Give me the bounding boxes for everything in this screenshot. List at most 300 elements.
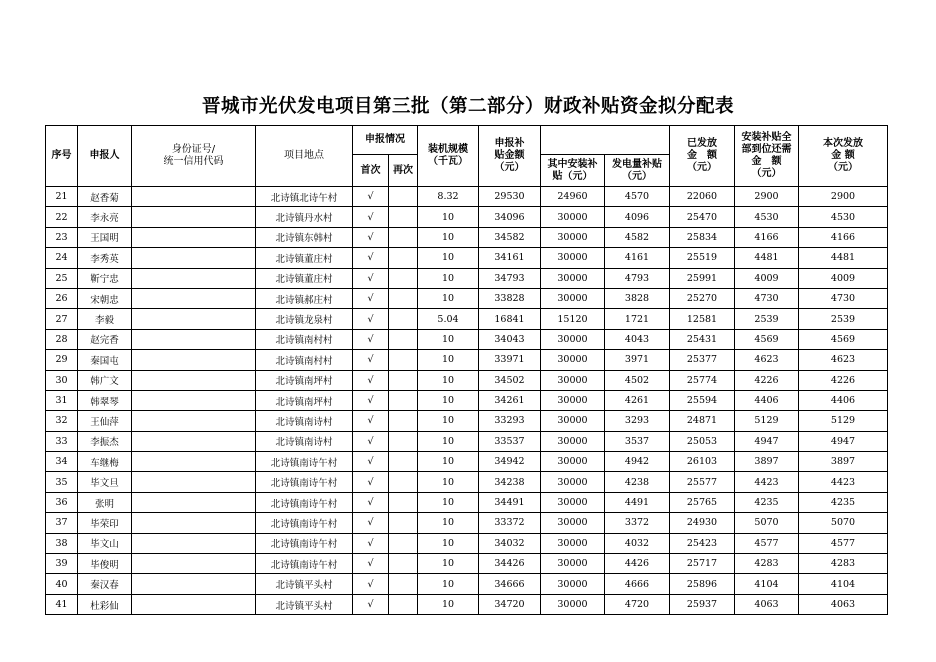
power-cell: 4043 xyxy=(605,329,670,349)
location-cell: 北诗镇平头村 xyxy=(256,594,353,614)
seq-cell: 34 xyxy=(46,452,78,472)
power-cell: 4261 xyxy=(605,390,670,410)
header-install: 其中安装补 贴（元） xyxy=(541,155,605,187)
need-cell: 4730 xyxy=(735,288,799,308)
install-cell: 30000 xyxy=(541,472,605,492)
install-cell: 30000 xyxy=(541,390,605,410)
need-cell: 3897 xyxy=(735,452,799,472)
header-id: 身份证号/ 统一信用代码 xyxy=(132,126,256,187)
table-row xyxy=(46,594,888,614)
power-cell: 3293 xyxy=(605,411,670,431)
seq-cell: 37 xyxy=(46,513,78,533)
power-cell: 4096 xyxy=(605,207,670,227)
paid-cell: 25991 xyxy=(670,268,735,288)
paid-cell: 25717 xyxy=(670,554,735,574)
applicant-cell: 李秀英 xyxy=(78,248,132,268)
power-cell: 4161 xyxy=(605,248,670,268)
need-cell: 4104 xyxy=(735,574,799,594)
power-cell: 4491 xyxy=(605,492,670,512)
table-row xyxy=(46,248,888,268)
seq-cell: 38 xyxy=(46,533,78,553)
again-cell xyxy=(389,452,418,472)
install-cell: 30000 xyxy=(541,248,605,268)
seq-cell: 30 xyxy=(46,370,78,390)
location-cell: 北诗镇龙泉村 xyxy=(256,309,353,329)
location-cell: 北诗镇南诗午村 xyxy=(256,513,353,533)
paid-cell: 12581 xyxy=(670,309,735,329)
subsidy-cell: 33293 xyxy=(479,411,541,431)
location-cell: 北诗镇南诗午村 xyxy=(256,492,353,512)
table-body xyxy=(46,187,888,615)
install-cell: 30000 xyxy=(541,513,605,533)
applicant-cell: 韩翠琴 xyxy=(78,390,132,410)
install-cell: 30000 xyxy=(541,492,605,512)
table-row xyxy=(46,350,888,370)
again-cell xyxy=(389,288,418,308)
id-cell xyxy=(132,492,256,512)
subsidy-cell: 33372 xyxy=(479,513,541,533)
applicant-cell: 靳宁忠 xyxy=(78,268,132,288)
header-again: 再次 xyxy=(389,155,418,187)
location-cell: 北诗镇南村村 xyxy=(256,329,353,349)
power-cell: 3372 xyxy=(605,513,670,533)
paid-cell: 25765 xyxy=(670,492,735,512)
header-first: 首次 xyxy=(353,155,389,187)
capacity-cell: 10 xyxy=(418,248,479,268)
subsidy-cell: 33537 xyxy=(479,431,541,451)
first-cell: √ xyxy=(353,187,389,207)
paid-cell: 22060 xyxy=(670,187,735,207)
header-power: 发电量补贴 （元） xyxy=(605,155,670,187)
again-cell xyxy=(389,268,418,288)
applicant-cell: 赵完香 xyxy=(78,329,132,349)
table-row xyxy=(46,513,888,533)
table-row xyxy=(46,370,888,390)
again-cell xyxy=(389,411,418,431)
need-cell: 4947 xyxy=(735,431,799,451)
install-cell: 30000 xyxy=(541,411,605,431)
applicant-cell: 宋朝忠 xyxy=(78,288,132,308)
capacity-cell: 10 xyxy=(418,452,479,472)
first-cell: √ xyxy=(353,370,389,390)
seq-cell: 21 xyxy=(46,187,78,207)
again-cell xyxy=(389,248,418,268)
power-cell: 3537 xyxy=(605,431,670,451)
location-cell: 北诗镇东韩村 xyxy=(256,227,353,247)
table-row xyxy=(46,268,888,288)
install-cell: 15120 xyxy=(541,309,605,329)
power-cell: 4942 xyxy=(605,452,670,472)
capacity-cell: 10 xyxy=(418,472,479,492)
need-cell: 4226 xyxy=(735,370,799,390)
seq-cell: 41 xyxy=(46,594,78,614)
id-cell xyxy=(132,431,256,451)
location-cell: 北诗镇南诗午村 xyxy=(256,554,353,574)
applicant-cell: 秦汉春 xyxy=(78,574,132,594)
subsidy-cell: 34720 xyxy=(479,594,541,614)
first-cell: √ xyxy=(353,452,389,472)
power-cell: 3971 xyxy=(605,350,670,370)
again-cell xyxy=(389,309,418,329)
again-cell xyxy=(389,227,418,247)
header-paid: 已发放 金 额 （元） xyxy=(670,126,735,187)
id-cell xyxy=(132,288,256,308)
applicant-cell: 毕荣印 xyxy=(78,513,132,533)
id-cell xyxy=(132,554,256,574)
again-cell xyxy=(389,390,418,410)
install-cell: 30000 xyxy=(541,574,605,594)
power-cell: 4666 xyxy=(605,574,670,594)
seq-cell: 33 xyxy=(46,431,78,451)
first-cell: √ xyxy=(353,309,389,329)
first-cell: √ xyxy=(353,288,389,308)
capacity-cell: 10 xyxy=(418,492,479,512)
install-cell: 30000 xyxy=(541,452,605,472)
seq-cell: 32 xyxy=(46,411,78,431)
again-cell xyxy=(389,350,418,370)
table-row xyxy=(46,227,888,247)
location-cell: 北诗镇南诗村 xyxy=(256,411,353,431)
current-cell: 4166 xyxy=(799,227,888,247)
seq-cell: 24 xyxy=(46,248,78,268)
first-cell: √ xyxy=(353,268,389,288)
again-cell xyxy=(389,207,418,227)
power-cell: 4570 xyxy=(605,187,670,207)
current-cell: 3897 xyxy=(799,452,888,472)
power-cell: 4793 xyxy=(605,268,670,288)
paid-cell: 26103 xyxy=(670,452,735,472)
table-row xyxy=(46,207,888,227)
need-cell: 4423 xyxy=(735,472,799,492)
again-cell xyxy=(389,492,418,512)
id-cell xyxy=(132,309,256,329)
subsidy-cell: 34032 xyxy=(479,533,541,553)
header-declare: 申报情况 xyxy=(353,126,418,155)
paid-cell: 25577 xyxy=(670,472,735,492)
subsidy-cell: 34043 xyxy=(479,329,541,349)
first-cell: √ xyxy=(353,248,389,268)
seq-cell: 39 xyxy=(46,554,78,574)
seq-cell: 31 xyxy=(46,390,78,410)
header-location: 项目地点 xyxy=(256,126,353,187)
need-cell: 4063 xyxy=(735,594,799,614)
location-cell: 北诗镇南坪村 xyxy=(256,370,353,390)
paid-cell: 25470 xyxy=(670,207,735,227)
subsidy-cell: 34793 xyxy=(479,268,541,288)
capacity-cell: 10 xyxy=(418,411,479,431)
need-cell: 5129 xyxy=(735,411,799,431)
paid-cell: 25774 xyxy=(670,370,735,390)
location-cell: 北诗镇南诗午村 xyxy=(256,533,353,553)
again-cell xyxy=(389,329,418,349)
capacity-cell: 10 xyxy=(418,207,479,227)
need-cell: 4235 xyxy=(735,492,799,512)
capacity-cell: 10 xyxy=(418,574,479,594)
need-cell: 2539 xyxy=(735,309,799,329)
id-cell xyxy=(132,268,256,288)
header-subsidy: 申报补 贴金额 （元） xyxy=(479,126,541,187)
power-cell: 4238 xyxy=(605,472,670,492)
power-cell: 4426 xyxy=(605,554,670,574)
again-cell xyxy=(389,370,418,390)
install-cell: 30000 xyxy=(541,227,605,247)
applicant-cell: 张明 xyxy=(78,492,132,512)
subsidy-cell: 34238 xyxy=(479,472,541,492)
capacity-cell: 10 xyxy=(418,268,479,288)
table-row xyxy=(46,452,888,472)
subsidy-cell: 34426 xyxy=(479,554,541,574)
subsidy-cell: 34491 xyxy=(479,492,541,512)
seq-cell: 26 xyxy=(46,288,78,308)
capacity-cell: 10 xyxy=(418,554,479,574)
applicant-cell: 王仙萍 xyxy=(78,411,132,431)
need-cell: 4577 xyxy=(735,533,799,553)
paid-cell: 25270 xyxy=(670,288,735,308)
location-cell: 北诗镇平头村 xyxy=(256,574,353,594)
table-row xyxy=(46,187,888,207)
paid-cell: 25377 xyxy=(670,350,735,370)
subsidy-cell: 33828 xyxy=(479,288,541,308)
need-cell: 4623 xyxy=(735,350,799,370)
header-seq: 序号 xyxy=(46,126,78,187)
table-row xyxy=(46,472,888,492)
location-cell: 北诗镇丹水村 xyxy=(256,207,353,227)
header-subsidy-breakdown xyxy=(541,126,670,155)
first-cell: √ xyxy=(353,390,389,410)
need-cell: 4569 xyxy=(735,329,799,349)
subsidy-cell: 34666 xyxy=(479,574,541,594)
paid-cell: 25937 xyxy=(670,594,735,614)
need-cell: 4166 xyxy=(735,227,799,247)
paid-cell: 25423 xyxy=(670,533,735,553)
again-cell xyxy=(389,574,418,594)
first-cell: √ xyxy=(353,594,389,614)
need-cell: 4406 xyxy=(735,390,799,410)
power-cell: 3828 xyxy=(605,288,670,308)
table-row xyxy=(46,574,888,594)
install-cell: 30000 xyxy=(541,207,605,227)
first-cell: √ xyxy=(353,554,389,574)
table-row xyxy=(46,431,888,451)
seq-cell: 40 xyxy=(46,574,78,594)
current-cell: 5129 xyxy=(799,411,888,431)
current-cell: 4947 xyxy=(799,431,888,451)
paid-cell: 25896 xyxy=(670,574,735,594)
applicant-cell: 毕俊明 xyxy=(78,554,132,574)
capacity-cell: 10 xyxy=(418,533,479,553)
applicant-cell: 车继梅 xyxy=(78,452,132,472)
need-cell: 2900 xyxy=(735,187,799,207)
paid-cell: 24871 xyxy=(670,411,735,431)
paid-cell: 25053 xyxy=(670,431,735,451)
id-cell xyxy=(132,248,256,268)
again-cell xyxy=(389,187,418,207)
current-cell: 4063 xyxy=(799,594,888,614)
first-cell: √ xyxy=(353,472,389,492)
table-row xyxy=(46,492,888,512)
id-cell xyxy=(132,594,256,614)
location-cell: 北诗镇董庄村 xyxy=(256,268,353,288)
location-cell: 北诗镇郝庄村 xyxy=(256,288,353,308)
need-cell: 4530 xyxy=(735,207,799,227)
applicant-cell: 李永亮 xyxy=(78,207,132,227)
power-cell: 1721 xyxy=(605,309,670,329)
install-cell: 30000 xyxy=(541,370,605,390)
capacity-cell: 10 xyxy=(418,350,479,370)
location-cell: 北诗镇南村村 xyxy=(256,350,353,370)
install-cell: 30000 xyxy=(541,329,605,349)
current-cell: 4530 xyxy=(799,207,888,227)
current-cell: 4481 xyxy=(799,248,888,268)
location-cell: 北诗镇董庄村 xyxy=(256,248,353,268)
applicant-cell: 李振杰 xyxy=(78,431,132,451)
subsidy-cell: 34096 xyxy=(479,207,541,227)
header-applicant: 申报人 xyxy=(78,126,132,187)
applicant-cell: 李毅 xyxy=(78,309,132,329)
install-cell: 30000 xyxy=(541,350,605,370)
capacity-cell: 10 xyxy=(418,227,479,247)
paid-cell: 25594 xyxy=(670,390,735,410)
current-cell: 4283 xyxy=(799,554,888,574)
power-cell: 4720 xyxy=(605,594,670,614)
first-cell: √ xyxy=(353,513,389,533)
current-cell: 4623 xyxy=(799,350,888,370)
id-cell xyxy=(132,411,256,431)
first-cell: √ xyxy=(353,411,389,431)
id-cell xyxy=(132,329,256,349)
current-cell: 4423 xyxy=(799,472,888,492)
power-cell: 4502 xyxy=(605,370,670,390)
first-cell: √ xyxy=(353,574,389,594)
current-cell: 4569 xyxy=(799,329,888,349)
id-cell xyxy=(132,350,256,370)
first-cell: √ xyxy=(353,533,389,553)
first-cell: √ xyxy=(353,350,389,370)
current-cell: 4730 xyxy=(799,288,888,308)
id-cell xyxy=(132,452,256,472)
first-cell: √ xyxy=(353,492,389,512)
capacity-cell: 10 xyxy=(418,431,479,451)
table-row xyxy=(46,411,888,431)
applicant-cell: 韩广文 xyxy=(78,370,132,390)
subsidy-cell: 34942 xyxy=(479,452,541,472)
id-cell xyxy=(132,533,256,553)
id-cell xyxy=(132,207,256,227)
header-capacity: 装机规模 （千瓦） xyxy=(418,126,479,187)
id-cell xyxy=(132,472,256,492)
id-cell xyxy=(132,370,256,390)
document-title: 晋城市光伏发电项目第三批（第二部分）财政补贴资金拟分配表 xyxy=(201,96,734,117)
again-cell xyxy=(389,594,418,614)
capacity-cell: 8.32 xyxy=(418,187,479,207)
power-cell: 4582 xyxy=(605,227,670,247)
id-cell xyxy=(132,513,256,533)
header-current: 本次发放 金 额 （元） xyxy=(799,126,888,187)
install-cell: 30000 xyxy=(541,431,605,451)
install-cell: 30000 xyxy=(541,554,605,574)
subsidy-cell: 16841 xyxy=(479,309,541,329)
again-cell xyxy=(389,533,418,553)
paid-cell: 25519 xyxy=(670,248,735,268)
paid-cell: 25834 xyxy=(670,227,735,247)
table-row xyxy=(46,329,888,349)
location-cell: 北诗镇南诗午村 xyxy=(256,472,353,492)
id-cell xyxy=(132,227,256,247)
paid-cell: 24930 xyxy=(670,513,735,533)
install-cell: 24960 xyxy=(541,187,605,207)
location-cell: 北诗镇北诗午村 xyxy=(256,187,353,207)
applicant-cell: 秦国屯 xyxy=(78,350,132,370)
need-cell: 4283 xyxy=(735,554,799,574)
current-cell: 5070 xyxy=(799,513,888,533)
current-cell: 2900 xyxy=(799,187,888,207)
location-cell: 北诗镇南诗午村 xyxy=(256,452,353,472)
seq-cell: 36 xyxy=(46,492,78,512)
capacity-cell: 10 xyxy=(418,390,479,410)
again-cell xyxy=(389,554,418,574)
paid-cell: 25431 xyxy=(670,329,735,349)
capacity-cell: 10 xyxy=(418,594,479,614)
current-cell: 4406 xyxy=(799,390,888,410)
table-row xyxy=(46,390,888,410)
subsidy-cell: 33971 xyxy=(479,350,541,370)
id-cell xyxy=(132,574,256,594)
current-cell: 4235 xyxy=(799,492,888,512)
capacity-cell: 10 xyxy=(418,329,479,349)
install-cell: 30000 xyxy=(541,288,605,308)
need-cell: 5070 xyxy=(735,513,799,533)
seq-cell: 22 xyxy=(46,207,78,227)
current-cell: 4009 xyxy=(799,268,888,288)
id-cell xyxy=(132,187,256,207)
table-row xyxy=(46,554,888,574)
first-cell: √ xyxy=(353,329,389,349)
location-cell: 北诗镇南诗村 xyxy=(256,431,353,451)
seq-cell: 35 xyxy=(46,472,78,492)
allocation-table xyxy=(45,125,888,615)
capacity-cell: 10 xyxy=(418,513,479,533)
applicant-cell: 毕文旦 xyxy=(78,472,132,492)
table-row xyxy=(46,309,888,329)
first-cell: √ xyxy=(353,227,389,247)
again-cell xyxy=(389,431,418,451)
install-cell: 30000 xyxy=(541,268,605,288)
applicant-cell: 赵香菊 xyxy=(78,187,132,207)
seq-cell: 25 xyxy=(46,268,78,288)
table-row xyxy=(46,288,888,308)
current-cell: 2539 xyxy=(799,309,888,329)
subsidy-cell: 34161 xyxy=(479,248,541,268)
subsidy-cell: 34582 xyxy=(479,227,541,247)
seq-cell: 28 xyxy=(46,329,78,349)
subsidy-cell: 29530 xyxy=(479,187,541,207)
current-cell: 4577 xyxy=(799,533,888,553)
capacity-cell: 10 xyxy=(418,370,479,390)
need-cell: 4481 xyxy=(735,248,799,268)
id-cell xyxy=(132,390,256,410)
subsidy-cell: 34261 xyxy=(479,390,541,410)
seq-cell: 23 xyxy=(46,227,78,247)
table-header xyxy=(46,126,888,187)
again-cell xyxy=(389,513,418,533)
need-cell: 4009 xyxy=(735,268,799,288)
header-need: 安装补贴全 部到位还需 金 额 （元） xyxy=(735,126,799,187)
seq-cell: 29 xyxy=(46,350,78,370)
install-cell: 30000 xyxy=(541,533,605,553)
capacity-cell: 5.04 xyxy=(418,309,479,329)
applicant-cell: 杜彩仙 xyxy=(78,594,132,614)
first-cell: √ xyxy=(353,207,389,227)
